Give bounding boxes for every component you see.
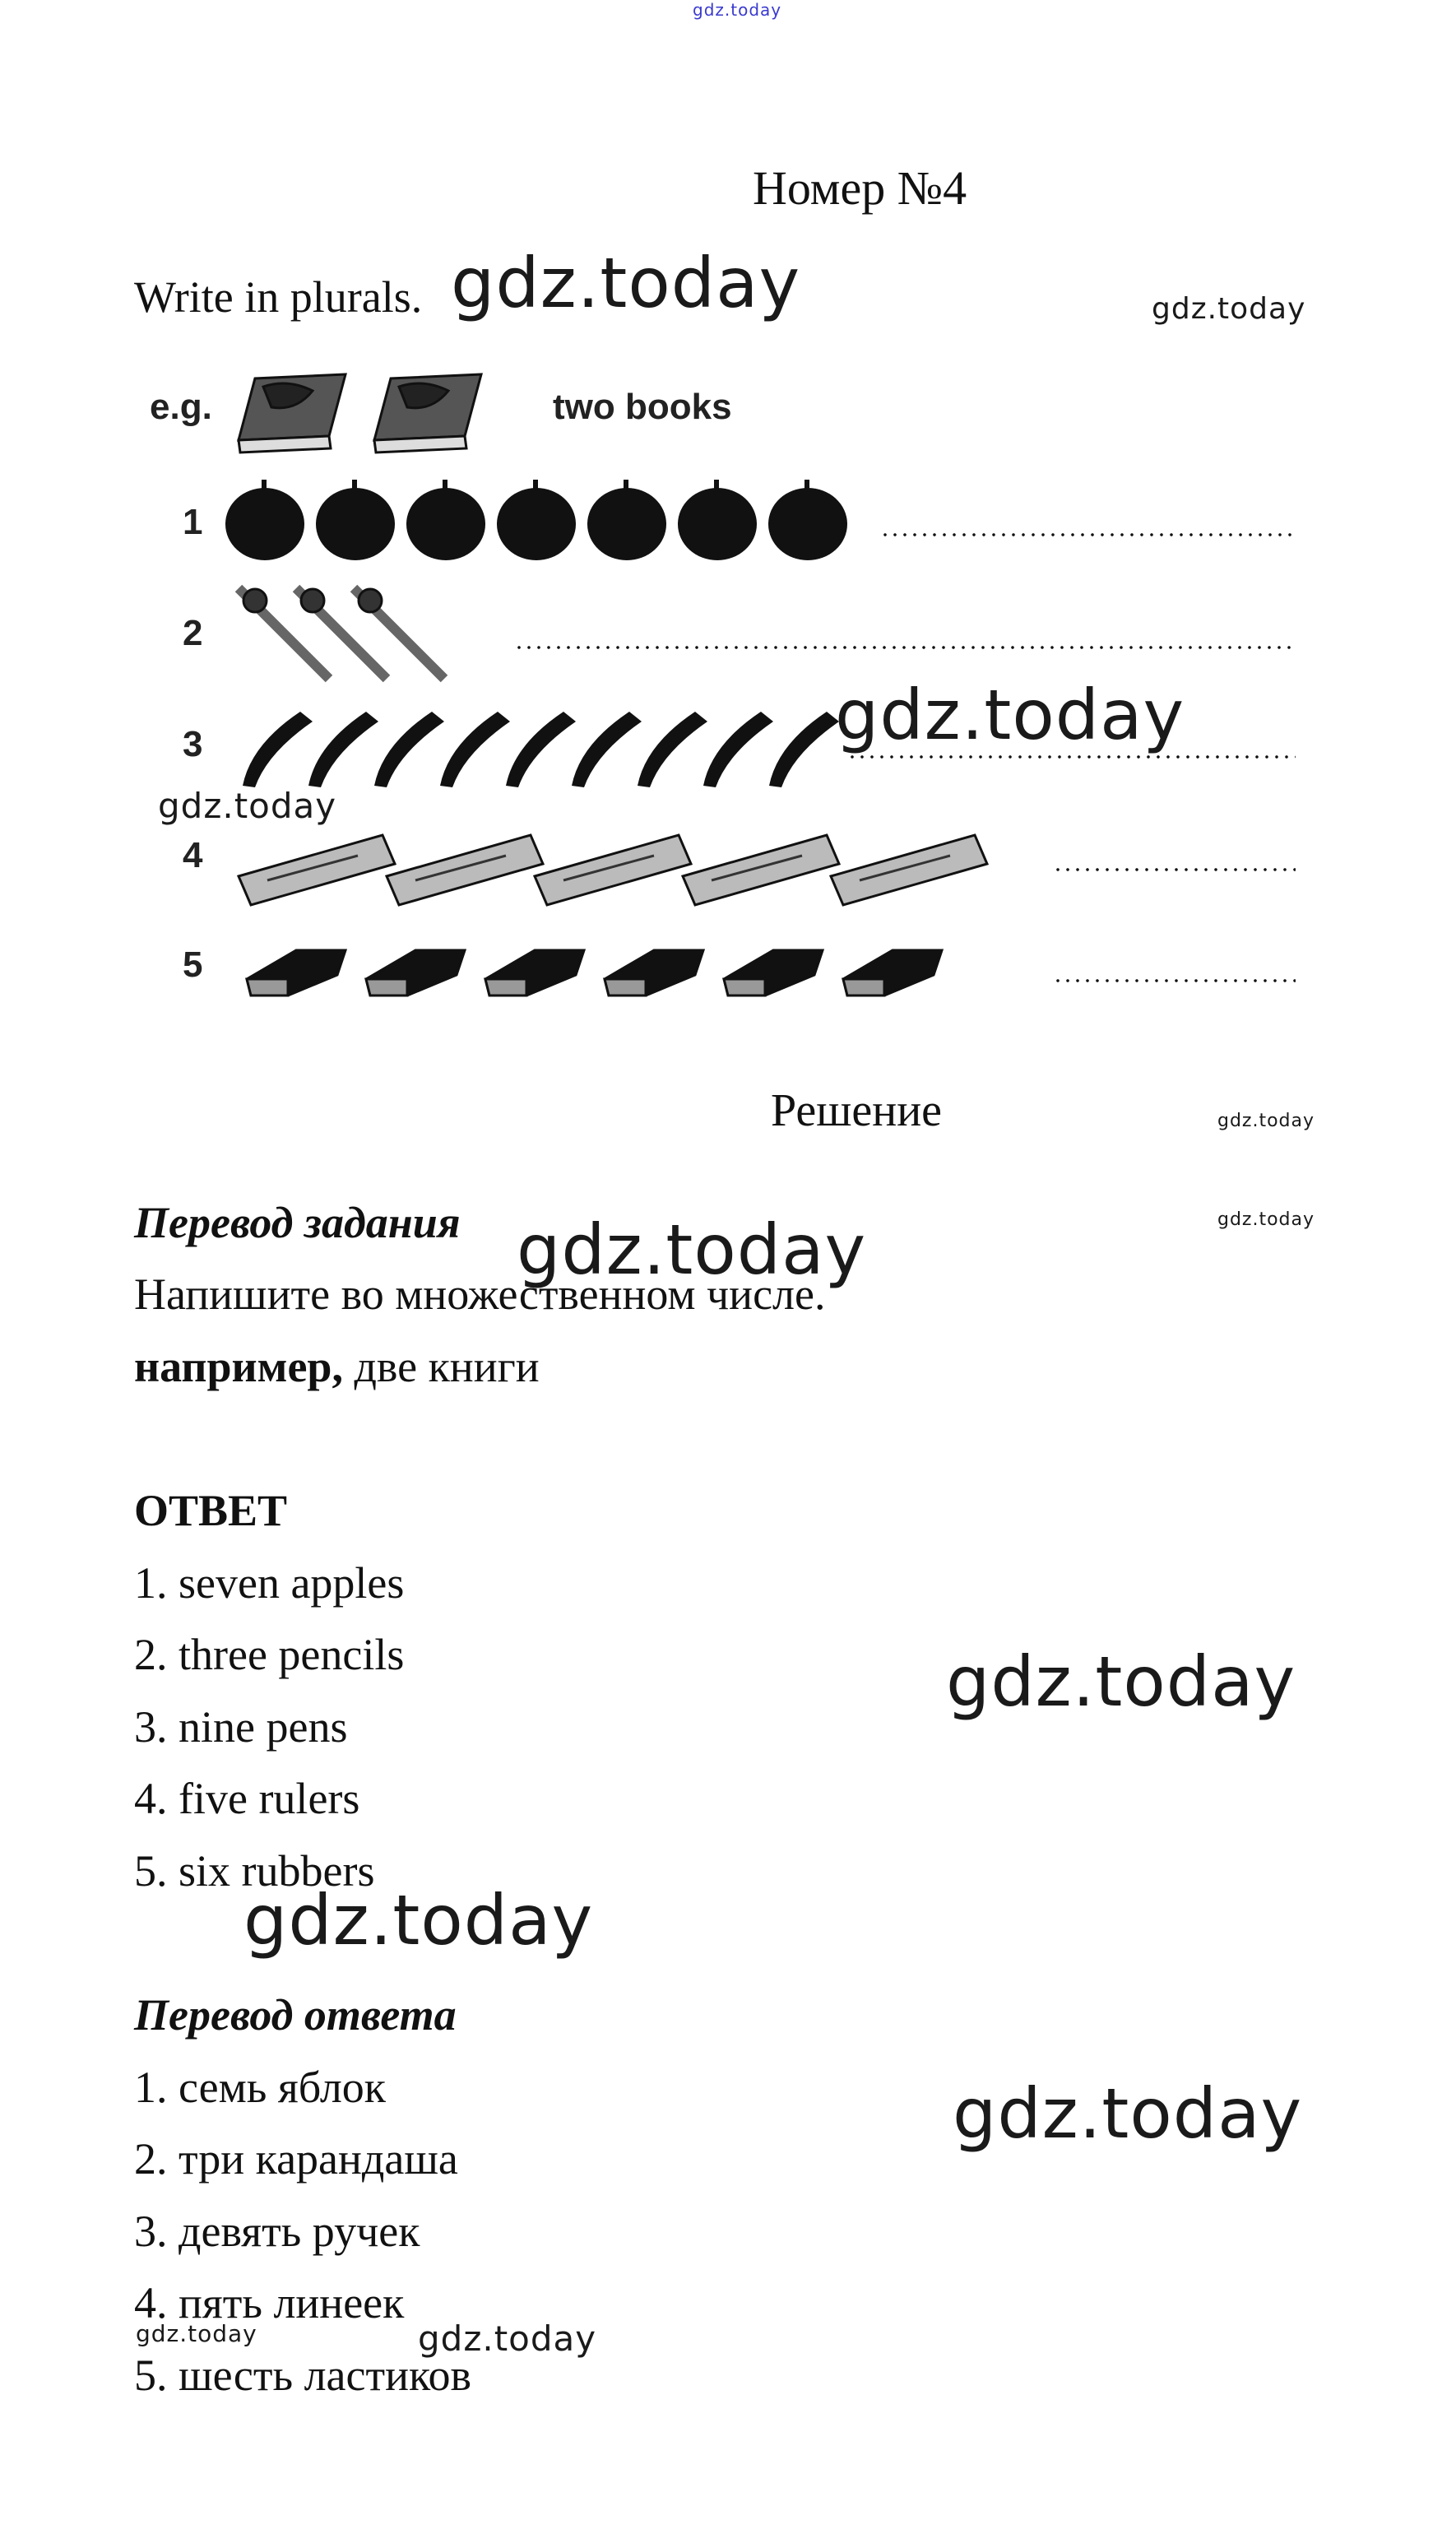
apple-1 (225, 480, 304, 560)
book-1 (239, 374, 345, 452)
answer-line-2 (514, 646, 1296, 649)
watermark-rubbers: gdz.today (243, 1880, 594, 1961)
rubber-4 (605, 950, 703, 996)
answer-1: 1. seven apples (134, 1558, 405, 1608)
book-2 (374, 374, 481, 452)
ruler-5 (831, 835, 987, 905)
apple-4 (497, 480, 576, 560)
row-number-3: 3 (183, 724, 203, 764)
rubber-2 (366, 950, 465, 996)
translation-line-2 (134, 1341, 540, 1392)
watermark-small-left: gdz.today (136, 2320, 257, 2347)
watermark-top: gdz.today (693, 0, 782, 20)
answer-translation-5: 5. шесть ластиков (134, 2351, 471, 2400)
ruler-1 (239, 835, 395, 905)
answer-translation-2: 2. три карандаша (134, 2134, 458, 2184)
task-instruction: Write in plurals. (134, 272, 423, 322)
watermark-small-right-1: gdz.today (1152, 292, 1306, 326)
pen-1 (243, 712, 313, 787)
example-answer: two books (553, 387, 732, 427)
answer-line-1 (880, 533, 1296, 536)
watermark-answers: gdz.today (946, 1641, 1296, 1722)
answer-translation-4: 4. пять линеек (134, 2278, 405, 2327)
row-number-5: 5 (183, 944, 203, 985)
watermark-instruction: gdz.today (451, 243, 801, 323)
example-word: например, (134, 1342, 343, 1391)
rubber-3 (485, 950, 584, 996)
pen-icons (234, 695, 843, 794)
row-number-4: 4 (183, 835, 203, 875)
example-translation: две книги (342, 1342, 540, 1391)
translation-heading: Перевод задания (134, 1198, 461, 1247)
answer-translation-1: 1. семь яблок (134, 2063, 387, 2112)
answer-translation-heading: Перевод ответа (134, 1990, 457, 2040)
pen-2 (308, 712, 378, 787)
translation-line-1: Напишите во множественном числе. (134, 1269, 826, 1319)
pen-9 (769, 712, 839, 787)
apple-2 (316, 480, 395, 560)
answer-line-4 (1053, 868, 1296, 871)
rubber-5 (724, 950, 823, 996)
pen-3 (374, 712, 444, 787)
apple-7 (768, 480, 847, 560)
task-heading: Номер №4 (753, 161, 967, 215)
row-number-1: 1 (183, 502, 203, 542)
watermark-answer-translation: gdz.today (953, 2073, 1303, 2154)
answer-3: 3. nine pens (134, 1702, 348, 1752)
row-number-2: 2 (183, 613, 203, 653)
answer-translation-3: 3. девять ручек (134, 2207, 420, 2256)
rubber-6 (843, 950, 942, 996)
answer-line-3 (847, 755, 1296, 759)
answer-heading: ОТВЕТ (134, 1486, 288, 1535)
watermark-bottom: gdz.today (418, 2318, 597, 2359)
watermark-small-right-2: gdz.today (1217, 1111, 1315, 1131)
solution-heading: Решение (771, 1085, 943, 1136)
apple-6 (678, 480, 757, 560)
watermark-translation: gdz.today (517, 1209, 867, 1290)
pen-8 (703, 712, 773, 787)
ruler-2 (387, 835, 543, 905)
watermark-small-right-3: gdz.today (1217, 1209, 1315, 1230)
rubber-1 (247, 950, 345, 996)
answer-4: 4. five rulers (134, 1774, 360, 1823)
book-icon (230, 362, 510, 461)
pen-6 (572, 712, 642, 787)
apple-icons (224, 473, 865, 564)
example-marker: e.g. (150, 387, 212, 427)
pen-7 (638, 712, 707, 787)
watermark-rulers: gdz.today (158, 786, 337, 826)
pencil-icons (222, 576, 485, 691)
answer-5: 5. six rubbers (134, 1846, 375, 1896)
rubber-icons (239, 930, 962, 1004)
watermark-pens: gdz.today (835, 675, 1185, 755)
answer-line-5 (1053, 979, 1296, 982)
apple-5 (587, 480, 666, 560)
ruler-4 (683, 835, 839, 905)
ruler-3 (535, 835, 691, 905)
pen-5 (506, 712, 576, 787)
apple-3 (406, 480, 485, 560)
answer-2: 2. three pencils (134, 1630, 405, 1679)
ruler-icons (234, 802, 1016, 909)
pen-4 (440, 712, 510, 787)
